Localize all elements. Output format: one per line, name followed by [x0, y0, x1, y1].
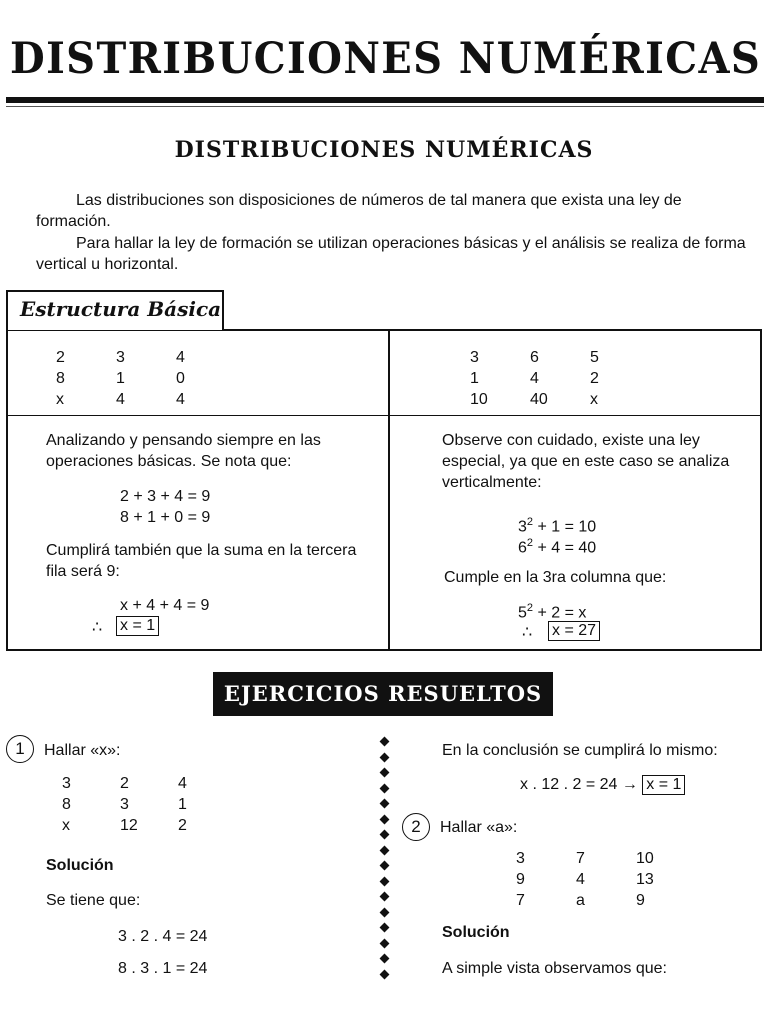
- grid-cell: 2: [56, 349, 65, 366]
- grid-cell: 8: [62, 796, 71, 813]
- divider-diamond: [380, 768, 390, 778]
- problem-1-number: 1: [6, 735, 34, 763]
- problem-2-solution-label: Solución: [442, 924, 510, 941]
- right-equation-2: $6^2 + 4 = 40$: [518, 537, 597, 557]
- left-answer-box: x = 1: [116, 616, 159, 636]
- intro-paragraph-1: Las distribuciones son disposiciones de números de tal manera que exista una ley de formación.: [36, 192, 682, 230]
- grid-cell: 3: [116, 349, 125, 366]
- grid-cell: 9: [636, 892, 645, 909]
- divider-diamond: [380, 846, 390, 856]
- grid-cell: 1: [470, 370, 479, 387]
- divider-diamond: [380, 908, 390, 918]
- right-answer: [548, 620, 600, 641]
- grid-cell: 3: [516, 850, 525, 867]
- right-equation-3: $5^2 + 2 = x$: [518, 602, 587, 622]
- right-analysis-note: Cumple en la 3ra columna que:: [444, 569, 667, 586]
- divider-diamond: [380, 923, 390, 933]
- left-analysis-note: Cumplirá también que la suma en la tercera fila será 9:: [46, 542, 357, 580]
- conclusion-equation: x . 12 . 2 = 24 → x = 1: [520, 774, 685, 795]
- problem-1-prompt: Hallar «x»:: [44, 742, 121, 759]
- grid-cell: 4: [178, 775, 187, 792]
- grid-cell: 3: [470, 349, 479, 366]
- page-title: DISTRIBUCIONES NUMÉRICAS: [10, 34, 762, 84]
- grid-cell: 4: [116, 391, 125, 408]
- section-title: DISTRIBUCIONES NUMÉRICAS: [174, 137, 594, 163]
- left-analysis-intro: Analizando y pensando siempre en las operaciones básicas. Se nota que:: [46, 432, 321, 470]
- left-equation-2: 8 + 1 + 0 = 9: [120, 509, 211, 526]
- grid-cell: 4: [530, 370, 539, 387]
- divider-diamond: [380, 939, 390, 949]
- problem-1-grid: [62, 773, 236, 836]
- grid-cell: x: [590, 391, 598, 408]
- grid-cell: 6: [530, 349, 539, 366]
- structure-title: Estructura Básica: [20, 297, 222, 321]
- grid-cell: x: [62, 817, 70, 834]
- right-answer-box: x = 27: [548, 621, 600, 641]
- grid-cell: 3: [62, 775, 71, 792]
- problem-2-prompt: Hallar «a»:: [440, 819, 518, 836]
- grid-cell: 2: [120, 775, 129, 792]
- divider-diamond: [380, 861, 390, 871]
- grid-cell: 10: [470, 391, 488, 408]
- grid-cell: 2: [178, 817, 187, 834]
- divider-diamond: [380, 892, 390, 902]
- conclusion-text: En la conclusión se cumplirá lo mismo:: [442, 742, 718, 759]
- divider-diamond: [380, 753, 390, 763]
- divider-diamond: [380, 799, 390, 809]
- divider-diamond: [380, 970, 390, 980]
- divider-diamond: [380, 877, 390, 887]
- problem-2-lead: A simple vista observamos que:: [442, 960, 667, 977]
- problem-1-solution-label: Solución: [46, 857, 114, 874]
- problem-2-number: 2: [402, 813, 430, 841]
- grid-cell: 0: [176, 370, 185, 387]
- title-rule-thick: [6, 97, 764, 103]
- grid-cell: 12: [120, 817, 138, 834]
- grid-cell: 10: [636, 850, 654, 867]
- grid-cell: 1: [178, 796, 187, 813]
- grid-cell: 2: [590, 370, 599, 387]
- grid-cell: 13: [636, 871, 654, 888]
- conclusion-answer-box: x = 1: [642, 775, 685, 795]
- divider-diamond: [380, 737, 390, 747]
- grid-cell: 8: [56, 370, 65, 387]
- divider-diamond: [380, 954, 390, 964]
- grid-cell: 4: [576, 871, 585, 888]
- grid-cell: 5: [590, 349, 599, 366]
- grid-cell: 4: [176, 391, 185, 408]
- therefore-symbol: ∴: [522, 624, 533, 641]
- grid-cell: 7: [516, 892, 525, 909]
- grid-cell: x: [56, 391, 64, 408]
- divider-diamond: [380, 830, 390, 840]
- therefore-symbol: ∴: [92, 619, 103, 636]
- problem-1-lead: Se tiene que:: [46, 892, 141, 909]
- grid-cell: 9: [516, 871, 525, 888]
- structure-divider-horizontal: [6, 415, 762, 416]
- right-analysis-intro: Observe con cuidado, existe una ley especial, ya que en este caso se analiza verticalmente:: [442, 432, 730, 491]
- exercises-banner: EJERCICIOS RESUELTOS: [213, 672, 553, 716]
- right-number-grid: [470, 347, 650, 410]
- problem-1-equation-1: 3 . 2 . 4 = 24: [118, 928, 208, 945]
- divider-diamond: [380, 815, 390, 825]
- grid-cell: 1: [116, 370, 125, 387]
- left-answer: [116, 615, 159, 636]
- structure-divider-vertical: [388, 329, 390, 651]
- grid-cell: a: [576, 892, 585, 909]
- left-number-grid: [56, 347, 236, 410]
- problem-1-equation-2: 8 . 3 . 1 = 24: [118, 960, 208, 977]
- grid-cell: 4: [176, 349, 185, 366]
- grid-cell: 7: [576, 850, 585, 867]
- grid-cell: 3: [120, 796, 129, 813]
- left-equation-3: x + 4 + 4 = 9: [120, 597, 210, 614]
- left-equation-1: 2 + 3 + 4 = 9: [120, 488, 211, 505]
- grid-cell: 40: [530, 391, 548, 408]
- title-rule-thin: [6, 106, 764, 107]
- divider-diamond: [380, 784, 390, 794]
- intro-paragraph-2: Para hallar la ley de formación se utilizan operaciones básicas y el análisis se realiza de forma vertical u horizontal.: [36, 235, 746, 273]
- right-equation-1: $3^2 + 1 = 10$: [518, 516, 597, 536]
- problem-2-grid: [516, 848, 696, 911]
